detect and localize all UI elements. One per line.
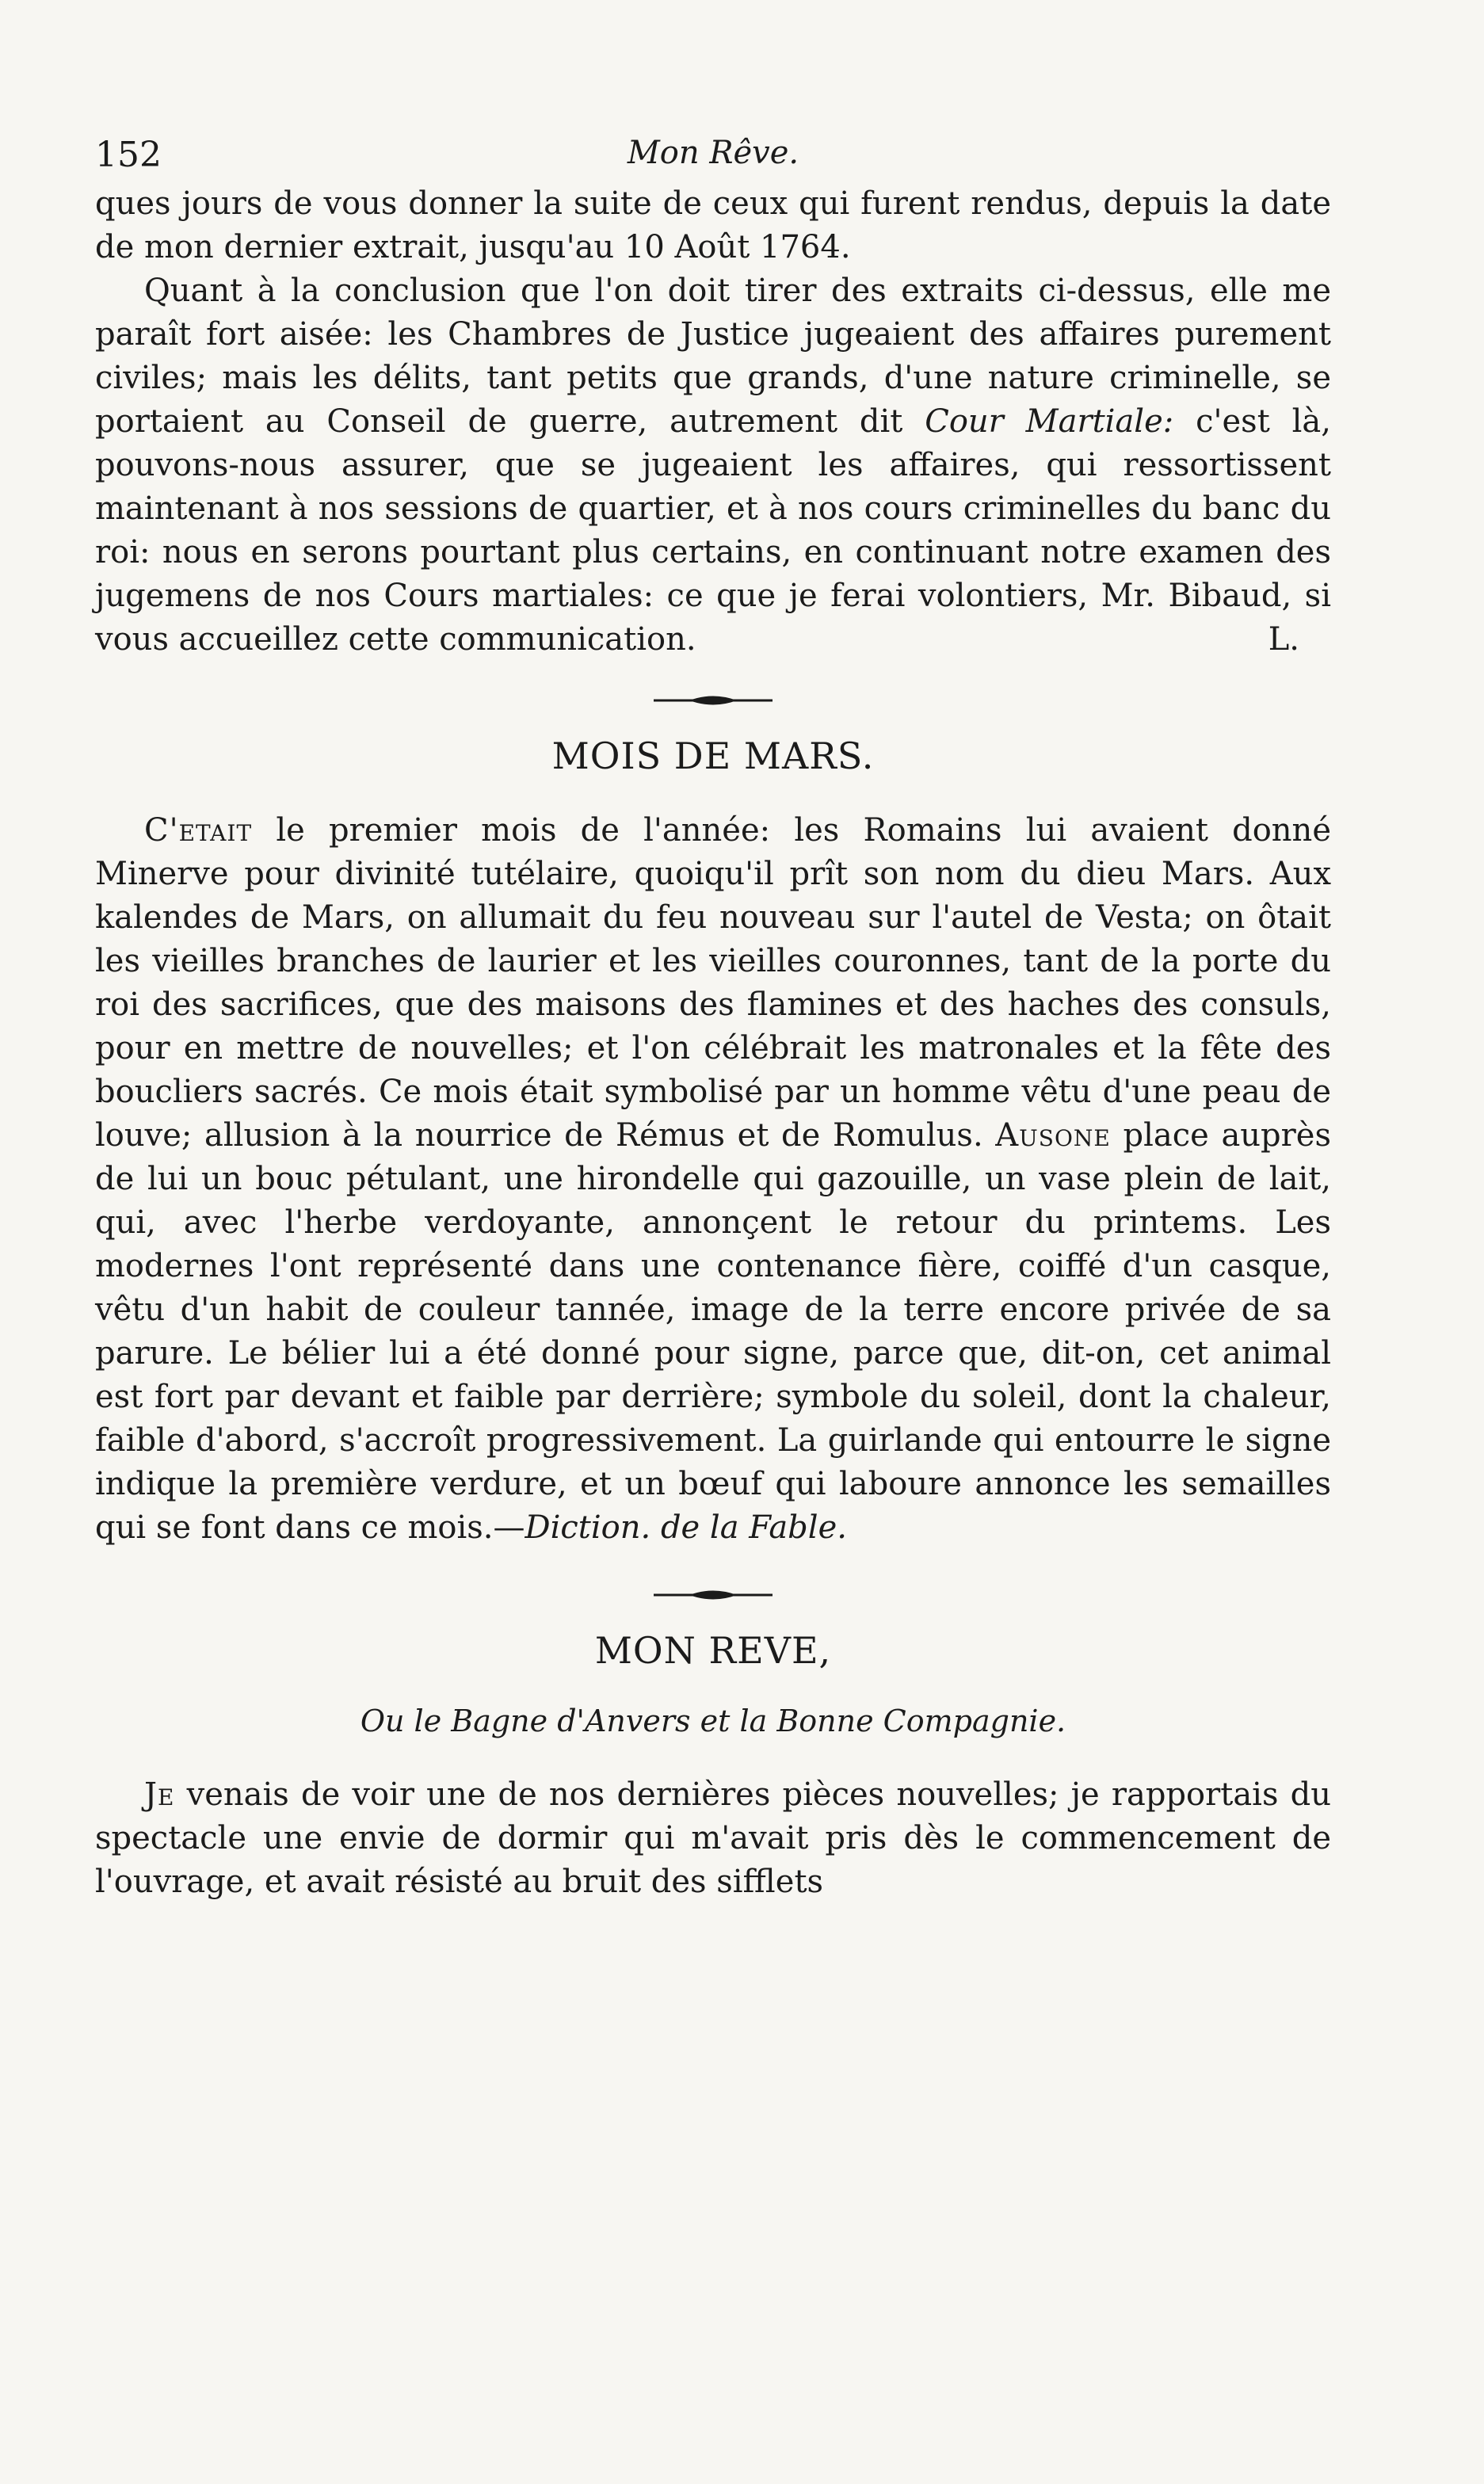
- book-page: [95, 119, 1331, 1904]
- mars-source: Diction. de la Fable.: [525, 1509, 847, 1546]
- reve-lead: Je: [144, 1776, 175, 1813]
- mars-author: Ausone: [995, 1117, 1111, 1154]
- running-head: [95, 119, 1331, 182]
- ornament-divider-icon: [654, 1585, 773, 1605]
- running-title: Mon Rêve.: [627, 135, 799, 171]
- mars-text-b: place auprès de lui un bouc pétulant, une hirondelle qui gazouille, un vase plein de lait, qui, avec l'herbe verdoyante, annonçent le retour du printems. Les modernes l'ont représenté dans une contenance fière, coiffé d'un casque, vêtu d'un habit de couleur tannée, image de la terre encore privée de sa parure. Le bélier lui a été donné pour signe, parce que, dit-on, cet animal est fort par devant et faible par derrière; symbole du soleil, dont la chaleur, faible d'abord, s'accroît progressivement. La guirlande qui entourre le signe indique la première verdure, et un bœuf qui laboure annonce les semailles qui se font dans ce mois.—: [95, 1117, 1331, 1546]
- ornament-divider-icon: [654, 690, 773, 711]
- paragraph-reve: [95, 1773, 1331, 1904]
- paragraph-conclusion: [95, 269, 1331, 662]
- paragraph-mars: [95, 809, 1331, 1550]
- conclusion-text-a: Quant à la conclusion que l'on doit tirer des extraits ci-dessus, elle me paraît fort aisée: les Chambres de Justice jugeaient des affaires purement civiles; mais les délits, tant petits que grands, d'une nature criminelle, se portaient au Conseil de guerre, autrement dit: [95, 273, 1331, 440]
- signature: L.: [1268, 621, 1299, 658]
- section-subtitle: Ou le Bagne d'Anvers et la Bonne Compagnie.: [360, 1704, 1066, 1738]
- conclusion-text-b: c'est là, pouvons-nous assurer, que se jugeaient les affaires, qui ressortissent maintenant à nos sessions de quartier, et à nos cours criminelles du banc du roi: nous en serons pourtant plus certains, en continuant notre examen des jugemens de nos Cours martiales: ce que je ferai volontiers, Mr. Bibaud, si vous accueillez cette communication.: [95, 403, 1331, 658]
- page-number: 152: [95, 135, 162, 175]
- section-heading-reve: MON REVE,: [594, 1629, 832, 1672]
- mars-text-a: le premier mois de l'année: les Romains lui avaient donné Minerve pour divinité tutélaire, quoiqu'il prît son nom du dieu Mars. Aux kalendes de Mars, on allumait du feu nouveau sur l'autel de Vesta; on ôtait les vieilles branches de laurier et les vieilles couronnes, tant de la porte du roi des sacrifices, que des maisons des flamines et des haches des consuls, pour en mettre de nouvelles; et l'on célébrait les matronales et la fête des boucliers sacrés. Ce mois était symbolisé par un homme vêtu d'une peau de louve; allusion à la nourrice de Rémus et de Romulus.: [95, 812, 1331, 1154]
- mars-lead: C'etait: [144, 812, 253, 849]
- section-heading-mars: MOIS DE MARS.: [551, 735, 875, 777]
- paragraph-continuation: ques jours de vous donner la suite de ceux qui furent rendus, depuis la date de mon dernier extrait, jusqu'au 10 Août 1764.: [95, 185, 1331, 265]
- reve-text: venais de voir une de nos dernières pièces nouvelles; je rapportais du spectacle une envie de dormir qui m'avait pris dès le commencement de l'ouvrage, et avait résisté au bruit des sifflets: [95, 1776, 1331, 1900]
- conclusion-italic: Cour Martiale:: [925, 403, 1174, 440]
